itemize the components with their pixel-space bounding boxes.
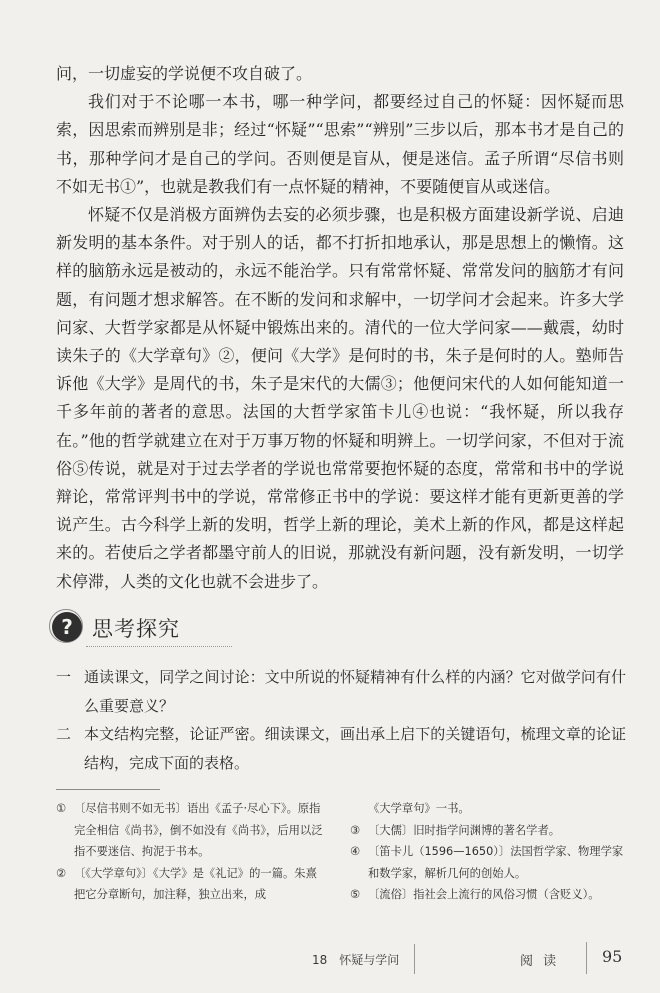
footnotes-left xyxy=(56,798,328,906)
footnote-mark: ③ xyxy=(350,823,361,837)
question-icon: ? xyxy=(52,612,82,642)
question-1 xyxy=(56,663,626,720)
footnote-mark: ① xyxy=(56,802,67,815)
question-number: 二 xyxy=(56,725,72,743)
footnotes-right xyxy=(350,798,630,906)
page-number: 95 xyxy=(602,947,623,966)
footnote-4 xyxy=(350,841,630,884)
question-2 xyxy=(56,720,626,777)
footnote-text: 〔笛卡儿（1596—1650）〕法国哲学家、物理学家和数学家，解析几何的创始人。 xyxy=(368,845,624,880)
section-label: 阅 读 xyxy=(520,954,560,969)
footnote-2 xyxy=(56,863,328,906)
footnote-text: 〔尽信书则不如无书〕语出《孟子·尽心下》。原指完全相信《尚书》，倒不如没有《尚书》，后用以泛指不要迷信、拘泥于书本。 xyxy=(74,802,323,858)
footnote-2-continued xyxy=(350,798,630,820)
footnote-mark: ⑤ xyxy=(350,888,361,901)
footnote-text: 〔流俗〕指社会上流行的风俗习惯（含贬义）。 xyxy=(368,888,600,901)
paragraph-2: 我们对于不论哪一本书，哪一种学问，都要经过自己的怀疑：因怀疑而思索，因思索而辨别是非；经过“怀疑”“思索”“辨别”三步以后，那本书才是自己的书，那种学问才是自己的学问。否则便是盲从，便是迷信。孟子所谓“尽信书则不如无书①”，也就是教我们有一点怀疑的精神，不要随便盲从或迷信。 xyxy=(56,92,624,196)
footnote-text: 〔《大学章句》〕《大学》是《礼记》的一篇。朱熹把它分章断句，加注释，独立出来，成 xyxy=(74,866,317,901)
question-text: 通读课文，同学之间讨论：文中所说的怀疑精神有什么样的内涵？它对做学问有什么重要意义？ xyxy=(84,668,626,715)
footer-divider xyxy=(586,942,587,974)
footnote-rule xyxy=(56,789,160,790)
footer-divider xyxy=(414,944,415,974)
paragraph-1: 问，一切虚妄的学说便不攻自破了。 xyxy=(56,64,313,83)
question-number: 一 xyxy=(56,668,72,686)
article-body xyxy=(56,60,624,596)
question-text: 本文结构完整，论证严密。细读课文，画出承上启下的关键语句，梳理文章的论证结构，完成下面的表格。 xyxy=(84,725,626,772)
footnote-3 xyxy=(350,820,630,842)
lesson-title: 18 怀疑与学问 xyxy=(312,953,400,967)
section-header xyxy=(52,612,352,648)
footnote-mark: ④ xyxy=(350,845,361,858)
footnote-text: 《大学章句》一书。 xyxy=(368,802,470,815)
footnote-text: 〔大儒〕旧时指学问渊博的著名学者。 xyxy=(368,823,561,837)
section-divider xyxy=(86,646,232,647)
footnote-5 xyxy=(350,884,630,906)
footnote-mark: ② xyxy=(56,866,67,880)
section-title: 思考探究 xyxy=(92,617,180,641)
footnote-1 xyxy=(56,798,328,863)
paragraph-3: 怀疑不仅是消极方面辨伪去妄的必须步骤，也是积极方面建设新学说、启迪新发明的基本条件。对于别人的话，都不打折扣地承认，那是思想上的懒惰。这样的脑筋永远是被动的，永远不能治学。只有常常怀疑、常常发问的脑筋才有问题，有问题才想求解答。在不断的发问和求解中，一切学问才会起来。许多大学问家、大哲学家都是从怀疑中锻炼出来的。清代的一位大学问家——戴震，幼时读朱子的《大学章句》②，便问《大学》是何时的书，朱子是何时的人。塾师告诉他《大学》是周代的书，朱子是宋代的大儒③；他便问宋代的人如何能知道一千多年前的著者的意思。法国的大哲学家笛卡儿④也说：“我怀疑，所以我存在。”他的哲学就建立在对于万事万物的怀疑和明辨上。一切学问家，不但对于流俗⑤传说，就是对于过去学者的学说也常常要抱怀疑的态度，常常和书中的学说辩论，常常评判书中的学说，常常修正书中的学说：要这样才能有更新更善的学说产生。古今科学上新的发明，哲学上新的理论，美术上新的作风，都是这样起来的。若使后之学者都墨守前人的旧说，那就没有新问题，没有新发明，一切学术停滞，人类的文化也就不会进步了。 xyxy=(56,205,624,591)
